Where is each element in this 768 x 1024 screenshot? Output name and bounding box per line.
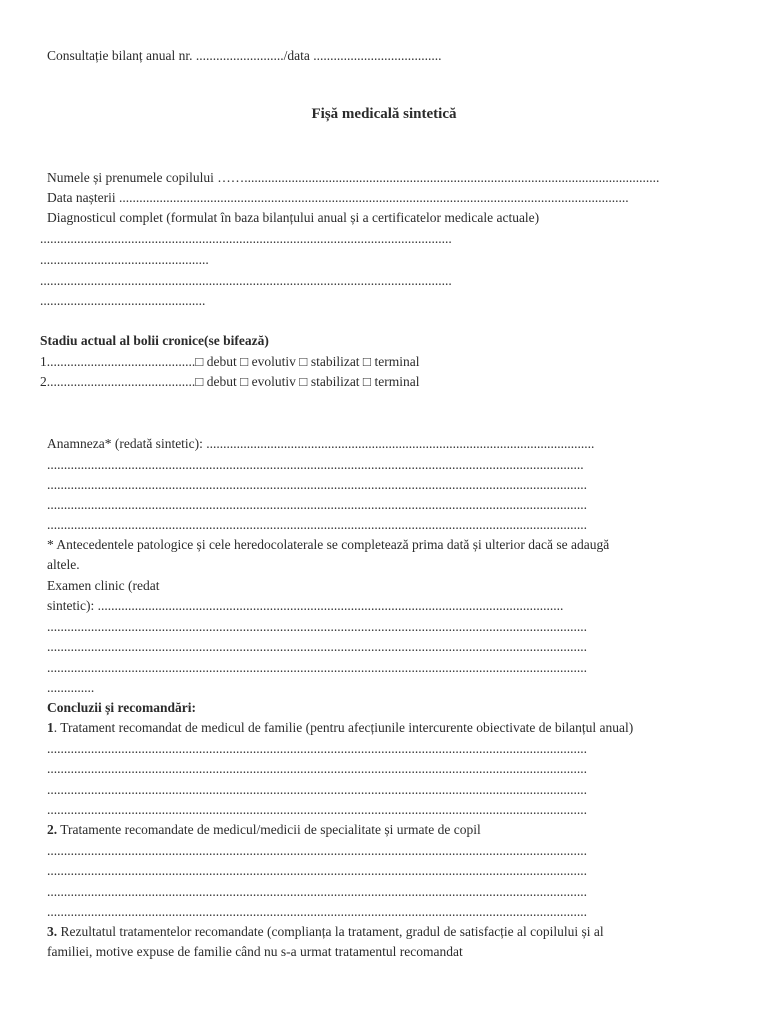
item-number: 2. [47, 822, 58, 837]
recommendation-dots-line: ................................................................................................................................................................ [47, 843, 587, 858]
item-number: 1 [47, 720, 54, 735]
item-number: 3. [47, 924, 58, 939]
diagnosis-dots-line: .................................................. [40, 252, 209, 267]
item-text: . Tratament recomandat de medicul de familie (pentru afecțiunile intercurente obiectivate de bilanțul anual) [53, 720, 634, 735]
item-text: Tratamente recomandate de medicul/medicii de specialitate și urmate de copil [57, 822, 481, 837]
recommendation-item [47, 924, 737, 940]
diagnosis-label: Diagnosticul complet (formulat în baza bilanțului anual și a certificatelor medicale actuale) [47, 210, 540, 225]
clinical-exam-label: sintetic): .......................................................................................................................................... [47, 598, 564, 613]
diagnosis-dots-line: .......................................................................................................................... [40, 273, 452, 288]
recommendation-dots-line: ................................................................................................................................................................ [47, 802, 587, 817]
clinical-exam-label: Examen clinic (redat [47, 578, 160, 593]
anamnesis-note-cont: altele. [47, 557, 80, 572]
recommendation-item [47, 822, 747, 838]
anamnesis-label: Anamneza* (redată sintetic): ................................................................................................................... [47, 436, 595, 451]
child-name-line: Numele și prenumele copilului ……........................................................................................................................... [47, 170, 660, 185]
anamnesis-note: * Antecedentele patologice și cele heredocolaterale se completează prima dată și ulterior dacă se adaugă [47, 537, 610, 552]
recommendation-item [47, 720, 747, 736]
recommendation-text-cont: familiei, motive expuse de familie când nu s-a urmat tratamentul recomandat [47, 944, 463, 959]
anamnesis-dots-line: ................................................................................................................................................................ [47, 477, 587, 492]
item-text: Rezultatul tratamentelor recomandate (complianța la tratament, gradul de satisfacție al copilului și al [57, 924, 604, 939]
page-title: Fișă medicală sintetică [311, 106, 457, 122]
clinical-dots-line: ................................................................................................................................................................ [47, 660, 587, 675]
recommendation-dots-line: ................................................................................................................................................................ [47, 863, 587, 878]
birth-date-line: Data nașterii ....................................................................................................................................................... [47, 190, 629, 205]
stage-item: 1............................................□ debut □ evolutiv □ stabilizat □ terminal [40, 354, 420, 369]
anamnesis-dots-line: ................................................................................................................................................................ [47, 517, 587, 532]
consultation-line: Consultație bilanț anual nr. ........................../data ...................................... [47, 48, 442, 63]
recommendation-dots-line: ................................................................................................................................................................ [47, 904, 587, 919]
anamnesis-dots-line: ................................................................................................................................................................ [47, 497, 587, 512]
clinical-dots-line: .............. [47, 680, 95, 695]
conclusions-heading: Concluzii și recomandări: [47, 700, 196, 715]
diagnosis-dots-line: ................................................. [40, 293, 206, 308]
stage-heading: Stadiu actual al bolii cronice(se bifează) [40, 333, 269, 348]
clinical-dots-line: ................................................................................................................................................................ [47, 619, 587, 634]
recommendation-dots-line: ................................................................................................................................................................ [47, 741, 587, 756]
clinical-dots-line: ................................................................................................................................................................ [47, 639, 587, 654]
recommendation-dots-line: ................................................................................................................................................................ [47, 782, 587, 797]
stage-item: 2............................................□ debut □ evolutiv □ stabilizat □ terminal [40, 374, 420, 389]
recommendation-dots-line: ................................................................................................................................................................ [47, 761, 587, 776]
diagnosis-dots-line: .......................................................................................................................... [40, 231, 452, 246]
anamnesis-dots-line: ............................................................................................................................................................... [47, 457, 584, 472]
recommendation-dots-line: ................................................................................................................................................................ [47, 884, 587, 899]
